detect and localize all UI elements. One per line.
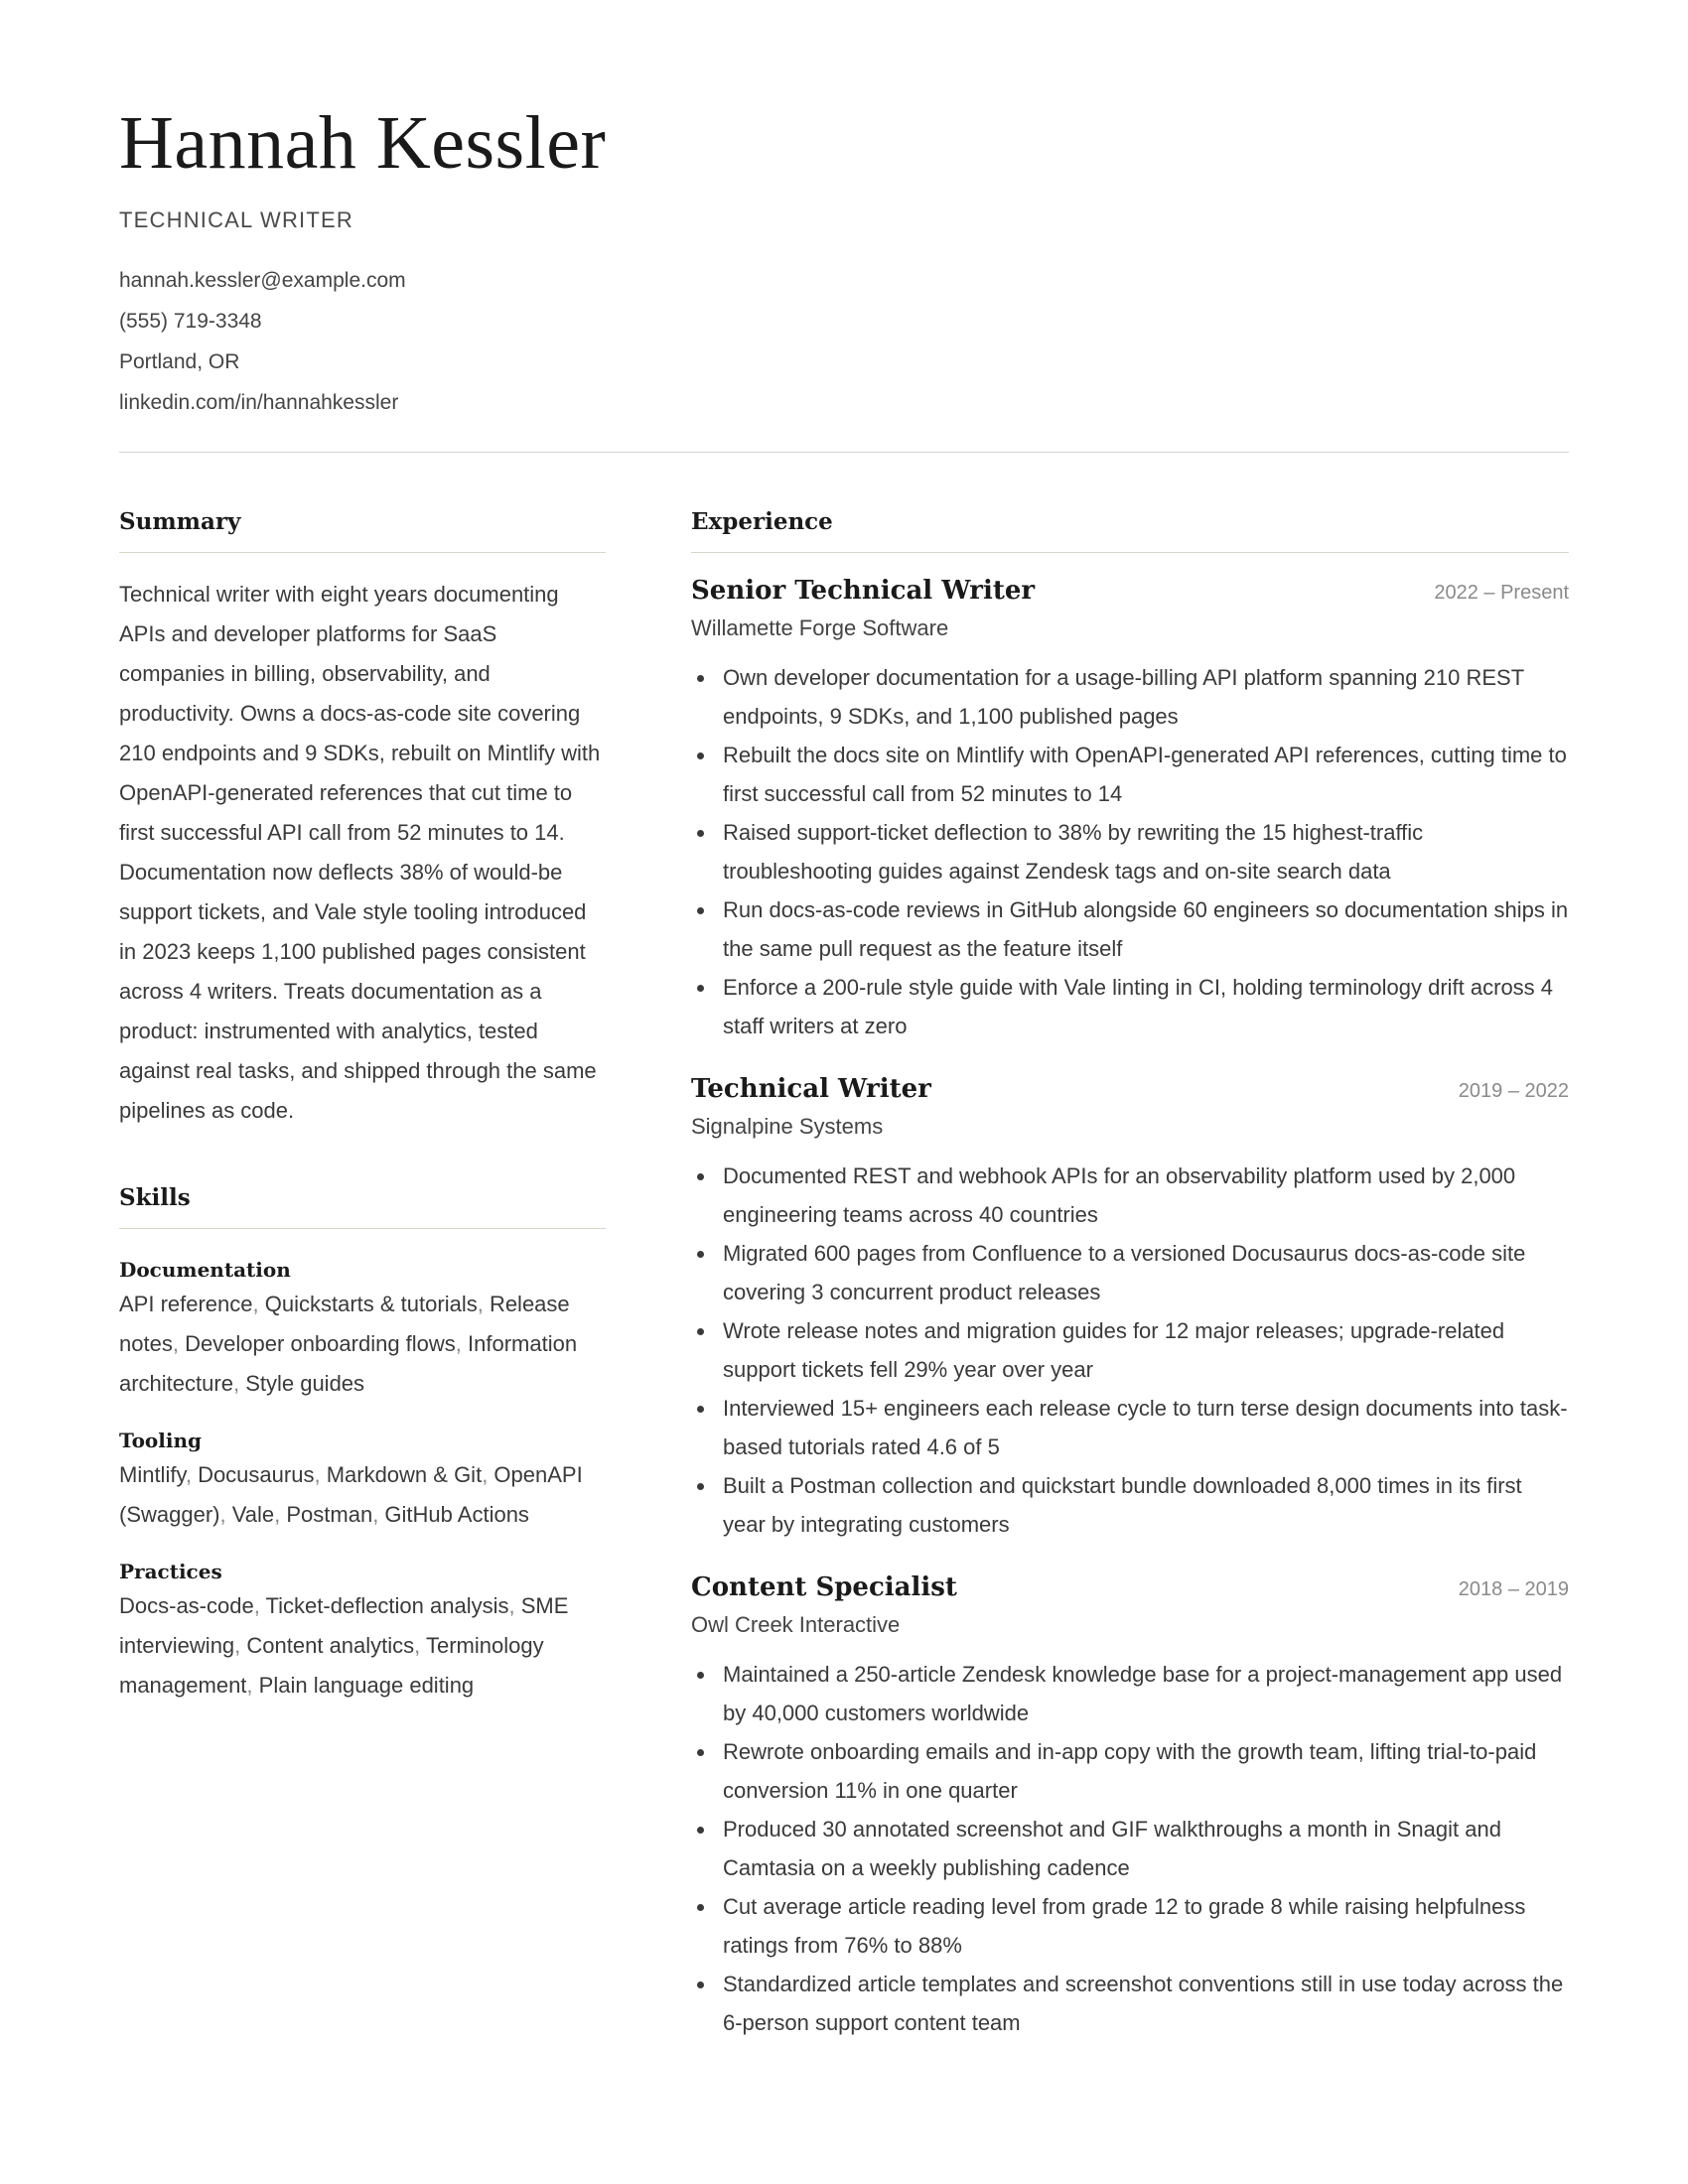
skill-item: Style guides [245,1371,365,1396]
job-entry [691,1568,1569,2042]
skill-group [119,1426,606,1535]
job-bullet: Interviewed 15+ engineers each release cycle to turn terse design documents into task-based tutorials rated 4.6 of 5 [691,1389,1569,1466]
skill-separator: , [234,1633,247,1658]
skill-item: Quickstarts & tutorials [264,1292,478,1316]
job-bullets [691,658,1569,1045]
skill-separator: , [482,1462,494,1487]
skill-item: Docusaurus [198,1462,315,1487]
skill-separator: , [414,1633,426,1658]
skill-item: GitHub Actions [384,1502,529,1527]
contact-location: Portland, OR [119,350,240,373]
job-bullet: Run docs-as-code reviews in GitHub alongside 60 engineers so documentation ships in the same pull request as the feature itself [691,890,1569,968]
contact-linkedin[interactable]: linkedin.com/in/hannahkessler [119,391,399,414]
skill-group [119,1255,606,1404]
skill-item: Release notes [119,1292,570,1356]
skill-separator: , [314,1462,327,1487]
resume-header [119,95,1569,423]
skill-separator: , [253,1593,266,1618]
job-header [691,571,1569,611]
job-header [691,1568,1569,1607]
skill-group [119,1557,606,1706]
job-bullet: Raised support-ticket deflection to 38% by rewriting the 15 highest-traffic troubleshooting guides against Zendesk tags and on-site search data [691,813,1569,890]
skill-separator: , [372,1502,385,1527]
job-bullet: Standardized article templates and screenshot conventions still in use today across the 6-person support content team [691,1965,1569,2042]
skill-item: OpenAPI (Swagger) [119,1462,583,1527]
skill-separator: , [508,1593,521,1618]
job-bullet: Documented REST and webhook APIs for an observability platform used by 2,000 engineering teams across 40 countries [691,1157,1569,1234]
summary-heading: Summary [119,502,606,553]
skill-separator: , [274,1502,287,1527]
job-dates: 2022 – Present [1434,582,1569,604]
job-bullet: Rewrote onboarding emails and in-app copy with the growth team, lifting trial-to-paid conversion 11% in one quarter [691,1732,1569,1810]
skill-items [119,1285,606,1404]
skill-item: Developer onboarding flows [185,1331,456,1356]
job-bullet: Enforce a 200-rule style guide with Vale linting in CI, holding terminology drift across 4 staff writers at zero [691,968,1569,1045]
job-company: Owl Creek Interactive [691,1612,901,1637]
job-bullet: Built a Postman collection and quickstart bundle downloaded 8,000 times in its first year by integrating customers [691,1466,1569,1544]
skill-item: Information architecture [119,1331,578,1396]
skill-group-title: Practices [119,1560,222,1583]
skill-groups [119,1255,606,1706]
job-bullets [691,1157,1569,1544]
job-bullet: Migrated 600 pages from Confluence to a versioned Docusaurus docs-as-code site covering 3 concurrent product releases [691,1234,1569,1311]
skill-item: Ticket-deflection analysis [265,1593,509,1618]
job-title: Senior Technical Writer [691,576,1036,606]
skill-item: API reference [119,1292,253,1316]
right-column [691,502,1569,2042]
job-title: Technical Writer [691,1074,931,1104]
skill-item: Postman [286,1502,373,1527]
skill-item: Docs-as-code [119,1593,254,1618]
skills-section [119,1178,606,1706]
candidate-title: TECHNICAL WRITER [119,207,353,232]
skill-items [119,1586,606,1706]
skill-separator: , [455,1331,469,1356]
skill-separator: , [172,1331,186,1356]
skill-group-title: Tooling [119,1429,202,1452]
skill-item: Terminology management [119,1633,544,1698]
skill-separator: , [219,1502,232,1527]
job-list [691,571,1569,2042]
skill-separator: , [185,1462,199,1487]
skill-group-title: Documentation [119,1258,291,1282]
job-title: Content Specialist [691,1572,957,1602]
job-entry [691,571,1569,1045]
skill-item: Content analytics [246,1633,415,1658]
job-bullet: Cut average article reading level from grade 12 to grade 8 while raising helpfulness ratings from 76% to 88% [691,1887,1569,1965]
skill-items [119,1455,606,1535]
job-dates: 2018 – 2019 [1458,1578,1569,1600]
skill-item: Markdown & Git [326,1462,483,1487]
header-divider [119,452,1569,453]
summary-section [119,502,606,1131]
experience-heading: Experience [691,502,1569,553]
job-bullet: Own developer documentation for a usage-billing API platform spanning 210 REST endpoints, 9 SDKs, and 1,100 published pages [691,658,1569,736]
skill-separator: , [252,1292,265,1316]
summary-text: Technical writer with eight years documenting APIs and developer platforms for SaaS companies in billing, observability, and productivity. Owns a docs-as-code site covering 210 endpoints and 9 SDKs, rebuilt on Mintlify with OpenAPI-generated references that cut time to first successful API call from 52 minutes to 14. Documentation now deflects 38% of would-be support tickets, and Vale style tooling introduced in 2023 keeps 1,100 published pages consistent across 4 writers. Treats documentation as a product: instrumented with analytics, tested against real tasks, and shipped through the same pipelines as code. [119,582,601,1123]
skill-separator: , [232,1371,246,1396]
contact-info [119,260,1569,423]
left-column [119,502,606,1706]
skill-item: Mintlify [119,1462,186,1487]
candidate-name: Hannah Kessler [119,101,607,185]
skill-item: Plain language editing [258,1673,475,1698]
skill-separator: , [246,1673,259,1698]
skill-item: SME interviewing [119,1593,569,1658]
job-bullet: Maintained a 250-article Zendesk knowledge base for a project-management app used by 40,000 customers worldwide [691,1655,1569,1732]
skills-heading: Skills [119,1178,606,1229]
job-dates: 2019 – 2022 [1458,1080,1569,1102]
skill-item: Vale [231,1502,275,1527]
skill-separator: , [477,1292,490,1316]
experience-section [691,502,1569,2042]
job-header [691,1069,1569,1109]
contact-email[interactable]: hannah.kessler@example.com [119,269,406,292]
job-bullets [691,1655,1569,2042]
job-entry [691,1069,1569,1544]
job-bullet: Produced 30 annotated screenshot and GIF walkthroughs a month in Snagit and Camtasia on a weekly publishing cadence [691,1810,1569,1887]
job-bullet: Rebuilt the docs site on Mintlify with OpenAPI-generated API references, cutting time to first successful call from 52 minutes to 14 [691,736,1569,813]
contact-phone[interactable]: (555) 719-3348 [119,310,262,333]
job-company: Willamette Forge Software [691,615,949,640]
job-company: Signalpine Systems [691,1114,884,1139]
job-bullet: Wrote release notes and migration guides for 12 major releases; upgrade-related support tickets fell 29% year over year [691,1311,1569,1389]
